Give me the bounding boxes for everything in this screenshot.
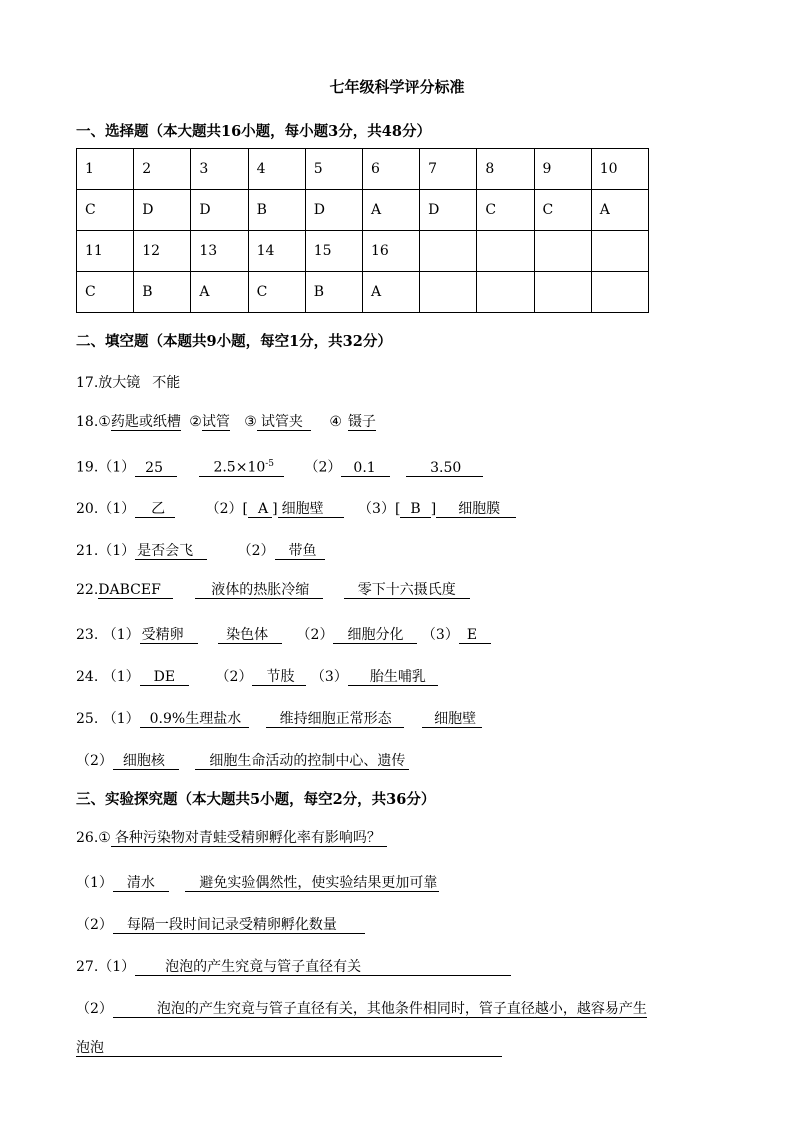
q26-part-1: （1） bbox=[76, 875, 113, 891]
q17-number: 17. bbox=[76, 375, 99, 391]
section3-heading: 三、实验探究题（本大题共5小题，每空2分，共36分） bbox=[76, 791, 436, 808]
q25-number: 25. （1） bbox=[76, 711, 140, 727]
q27-part-2: （2） bbox=[76, 1001, 113, 1017]
answer-table-cell: 16 bbox=[362, 231, 419, 272]
answer-table-row bbox=[77, 149, 649, 190]
answer-table-row bbox=[77, 272, 649, 313]
answer-table-cell bbox=[420, 272, 477, 313]
q25-line-1 bbox=[76, 708, 482, 728]
q26-answer-3: 避免实验偶然性，使实验结果更加可靠 bbox=[185, 875, 439, 892]
answer-table-cell: C bbox=[77, 190, 134, 231]
answer-table-cell: 1 bbox=[77, 149, 134, 190]
answer-table-cell: B bbox=[134, 272, 191, 313]
page-title: 七年级科学评分标准 bbox=[329, 78, 465, 96]
q20-part-2: （2）[ bbox=[205, 501, 248, 517]
q18-answer-3: 试管夹 bbox=[257, 414, 311, 431]
answer-table-cell: A bbox=[362, 272, 419, 313]
q25-answer-5: 细胞生命活动的控制中心、遗传 bbox=[195, 753, 409, 770]
q20-part-3: （3）[ bbox=[358, 501, 401, 517]
q19-number: 19.（1） bbox=[76, 459, 136, 476]
q18-marker-4: ④ bbox=[329, 414, 342, 430]
q27-line-2 bbox=[76, 998, 647, 1018]
answer-table-cell: C bbox=[534, 190, 591, 231]
q25-answer-1: 0.9%生理盐水 bbox=[140, 711, 250, 728]
q24-line bbox=[76, 666, 438, 686]
q18-answer-2: 试管 bbox=[201, 414, 230, 430]
answer-table-cell: A bbox=[362, 190, 419, 231]
q24-answer-1: DE bbox=[140, 669, 189, 686]
q20-number: 20.（1） bbox=[76, 501, 136, 517]
q22-answer-2: 液体的热胀冷缩 bbox=[195, 582, 323, 599]
q20-answer-3: 细胞壁 bbox=[278, 501, 344, 518]
q27-line-3 bbox=[76, 1040, 502, 1057]
q23-answer-1: 受精卵 bbox=[140, 627, 198, 644]
answer-table-cell bbox=[477, 272, 534, 313]
answer-table-cell bbox=[477, 231, 534, 272]
answer-table-cell: 4 bbox=[248, 149, 305, 190]
q26-part-2: （2） bbox=[76, 917, 113, 933]
answer-table-cell: 12 bbox=[134, 231, 191, 272]
q23-part-2: （2） bbox=[296, 627, 334, 643]
answer-table-cell: C bbox=[248, 272, 305, 313]
q22-line bbox=[76, 582, 470, 599]
q20-bracket-2: ] bbox=[272, 501, 278, 517]
answer-table-cell: D bbox=[305, 190, 362, 231]
answer-table-cell: D bbox=[134, 190, 191, 231]
answer-table-cell: 11 bbox=[77, 231, 134, 272]
q26-number: 26.① bbox=[76, 830, 111, 846]
q19-answer-1: 25 bbox=[135, 460, 177, 477]
q17-answer-2: 不能 bbox=[152, 375, 181, 391]
q19-answer-4: 3.50 bbox=[406, 460, 483, 477]
section2-heading: 二、填空题（本题共9小题，每空1分，共32分） bbox=[76, 333, 392, 350]
q23-part-3: （3） bbox=[421, 627, 459, 643]
q17-answer-1: 放大镜 bbox=[98, 375, 141, 391]
q25-part-2: （2） bbox=[76, 753, 113, 769]
q20-line bbox=[76, 498, 516, 518]
q23-answer-3: 细胞分化 bbox=[333, 627, 417, 644]
q25-answer-4: 细胞核 bbox=[113, 753, 179, 770]
q20-answer-2: A bbox=[248, 501, 272, 518]
answer-table-cell: 9 bbox=[534, 149, 591, 190]
q25-line-2 bbox=[76, 750, 409, 770]
q27-line-1 bbox=[76, 956, 511, 976]
answer-table-cell bbox=[534, 272, 591, 313]
q17-line bbox=[76, 372, 180, 392]
answer-table-cell bbox=[420, 231, 477, 272]
q24-answer-3: 胎生哺乳 bbox=[348, 669, 438, 686]
q19-part-2: （2） bbox=[304, 459, 342, 476]
q18-answer-1: 药匙或纸槽 bbox=[110, 414, 181, 430]
answer-table-cell: A bbox=[191, 272, 248, 313]
q26-line-2 bbox=[76, 872, 439, 892]
q23-answer-4: E bbox=[459, 627, 491, 644]
q18-marker-3: ③ bbox=[244, 414, 257, 430]
section1-heading: 一、选择题（本大题共16小题，每小题3分，共48分） bbox=[76, 123, 431, 140]
answer-table-row bbox=[77, 231, 649, 272]
q26-line-3 bbox=[76, 914, 365, 934]
q24-number: 24. （1） bbox=[76, 669, 140, 685]
q24-part-3: （3） bbox=[310, 669, 348, 685]
q23-number: 23. （1） bbox=[76, 627, 140, 643]
q23-answer-2: 染色体 bbox=[218, 627, 282, 644]
q27-answer-2-continued: 泡泡 bbox=[76, 1040, 502, 1057]
q25-answer-2: 维持细胞正常形态 bbox=[266, 711, 404, 728]
answer-table-cell: C bbox=[477, 190, 534, 231]
q20-bracket-3: ] bbox=[430, 501, 437, 517]
answer-table-cell bbox=[591, 272, 648, 313]
q18-answer-4: 镊子 bbox=[347, 414, 376, 430]
q27-number: 27.（1） bbox=[76, 959, 136, 975]
answer-table bbox=[76, 148, 649, 313]
q22-answer-1: DABCEF bbox=[98, 582, 173, 599]
q19-answer-2: $2.5\times 10^{-5}$ bbox=[199, 456, 284, 477]
answer-table-cell: 6 bbox=[362, 149, 419, 190]
answer-table-cell: D bbox=[191, 190, 248, 231]
answer-table-cell: 13 bbox=[191, 231, 248, 272]
q26-answer-2: 清水 bbox=[113, 875, 169, 892]
q18-marker-2: ② bbox=[189, 414, 202, 430]
answer-table-cell: 10 bbox=[591, 149, 648, 190]
q21-answer-1: 是否会飞 bbox=[135, 543, 207, 560]
answer-table-cell bbox=[534, 231, 591, 272]
q20-answer-5: 细胞膜 bbox=[436, 501, 516, 518]
answer-table-cell: B bbox=[248, 190, 305, 231]
answer-table-cell: D bbox=[420, 190, 477, 231]
q19-answer-3: 0.1 bbox=[341, 460, 389, 477]
q21-line bbox=[76, 540, 325, 560]
answer-table-cell: 5 bbox=[305, 149, 362, 190]
answer-table-cell: A bbox=[591, 190, 648, 231]
answer-table-cell: 8 bbox=[477, 149, 534, 190]
answer-table-cell: C bbox=[77, 272, 134, 313]
answer-table-cell: 14 bbox=[248, 231, 305, 272]
answer-table-row bbox=[77, 190, 649, 231]
q26-answer-4: 每隔一段时间记录受精卵孵化数量 bbox=[113, 917, 365, 934]
q19-line bbox=[76, 456, 483, 477]
q20-answer-4: B bbox=[400, 501, 430, 518]
q24-part-2: （2） bbox=[215, 669, 253, 685]
answer-table-cell: B bbox=[305, 272, 362, 313]
q21-answer-2: 带鱼 bbox=[275, 543, 325, 560]
answer-table-cell: 7 bbox=[420, 149, 477, 190]
q27-answer-1: 泡泡的产生究竟与管子直径有关 bbox=[135, 959, 511, 976]
answer-table-cell bbox=[591, 231, 648, 272]
q26-line-1 bbox=[76, 830, 387, 847]
answer-table-cell: 15 bbox=[305, 231, 362, 272]
q25-answer-3: 细胞壁 bbox=[422, 711, 482, 728]
q22-answer-3: 零下十六摄氏度 bbox=[344, 582, 470, 599]
q18-marker-1: ① bbox=[98, 414, 111, 430]
answer-table-cell: 2 bbox=[134, 149, 191, 190]
answer-table-cell: 3 bbox=[191, 149, 248, 190]
q22-number: 22. bbox=[76, 582, 99, 598]
q21-part-2: （2） bbox=[237, 543, 275, 559]
q26-answer-1: 各种污染物对青蛙受精卵孵化率有影响吗？ bbox=[111, 830, 387, 847]
q18-number: 18. bbox=[76, 414, 99, 430]
q21-number: 21.（1） bbox=[76, 543, 136, 559]
q27-answer-2: 泡泡的产生究竟与管子直径有关，其他条件相同时，管子直径越小，越容易产生 bbox=[113, 1001, 647, 1018]
q23-line bbox=[76, 624, 491, 644]
q24-answer-2: 节肢 bbox=[252, 669, 306, 686]
q18-line bbox=[76, 414, 376, 431]
q20-answer-1: 乙 bbox=[135, 501, 175, 518]
